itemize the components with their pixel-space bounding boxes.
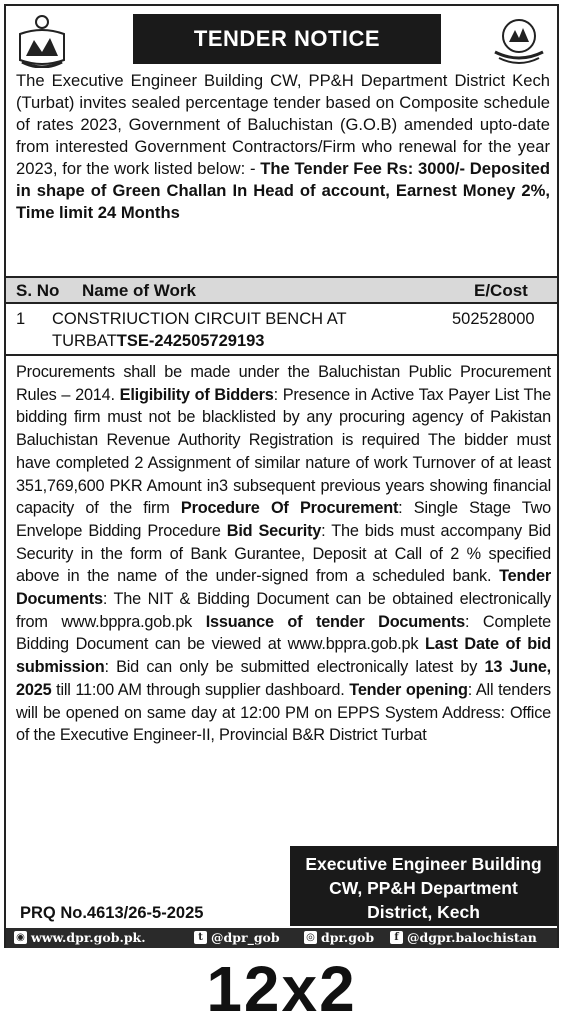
row-work-line2: TURBATTSE-242505729193 <box>52 332 265 350</box>
footer-twitter: t @dpr_gob <box>194 930 280 945</box>
instagram-icon: ◎ <box>304 931 317 944</box>
tender-notice <box>4 4 559 948</box>
col-sno: S. No <box>16 281 60 300</box>
intro-paragraph: The Executive Engineer Building CW, PP&H Department District Kech (Turbat) invites sealed percentage tender based on Composite schedule of rates 2023, Government of Baluchistan (G.O.B) amended upto-date from interested Government Contractors/Firm who renewal for the year 2023, for the work listed below: - The Tender Fee Rs: 3000/- Deposited in shape of Green Challan In Head of account, Earnest Money 2%, Time limit 24 Months <box>16 71 550 222</box>
balochistan-emblem-icon <box>12 12 72 68</box>
footer-web: ◉ www.dpr.gob.pk. <box>14 930 146 945</box>
table-row <box>6 306 557 356</box>
globe-icon: ◉ <box>14 931 27 944</box>
procurement-details: Procurements shall be made under the Baluchistan Public Procurement Rules – 2014. Eligibility of Bidders: Presence in Active Tax Payer List The bidding firm must not be blacklisted by any procuring agency of Pakistan Baluchistan Revenue Authority Registration is required The bidder must have completed 2 Assignment of similar nature of work Turnover of at least 351,769,600 PKR Amount in3 subsequent previous years showing financial capacity of the firm Procedure Of Procurement: Single Stage Two Envelope Bidding Procedure Bid Security: The bids must accompany Bid Security in the form of Bank Gurantee, Deposit at Call of 2 % specified above in the name of the under-signed from a scheduled bank. Tender Documents: The NIT & Bidding Document can be obtained electronically from www.bppra.gob.pk Issuance of tender Documents: Complete Bidding Document can be viewed at www.bppra.gob.pk Last Date of bid submission: Bid can only be submitted electronically latest by 13 June, 2025 till 11:00 AM through supplier dashboard. Tender opening: All tenders will be opened on same day at 12:00 PM on EPPS System Address: Office of the Executive Engineer-II, Provincial B&R District Turbat <box>16 363 552 745</box>
department-seal-icon <box>489 12 549 68</box>
size-label: 12x2 <box>206 953 357 1025</box>
row-sno: 1 <box>16 310 26 328</box>
footer-instagram: ◎ dpr.gob <box>304 930 374 945</box>
prq-number: PRQ No.4613/26-5-2025 <box>20 904 204 922</box>
row-cost: 502528000 <box>452 310 535 328</box>
tender-fee-terms: The Tender Fee Rs: 3000/- Deposited in shape of Green Challan In Head of account, Earnest Money 2%, Time limit 24 Months <box>16 159 550 222</box>
col-work: Name of Work <box>82 281 196 300</box>
twitter-icon: t <box>194 931 207 944</box>
facebook-icon: f <box>390 931 403 944</box>
row-work-line1: CONSTRIUCTION CIRCUIT BENCH AT <box>52 310 347 328</box>
page-title: TENDER NOTICE <box>133 14 441 64</box>
table-header <box>6 276 557 304</box>
row-work-code: TSE-242505729193 <box>116 332 265 350</box>
col-cost: E/Cost <box>474 281 528 300</box>
signature-block: Executive Engineer Building CW, PP&H Department District, Kech <box>290 846 557 926</box>
footer-bar <box>6 928 557 948</box>
footer-facebook: f @dgpr.balochistan <box>390 930 537 945</box>
